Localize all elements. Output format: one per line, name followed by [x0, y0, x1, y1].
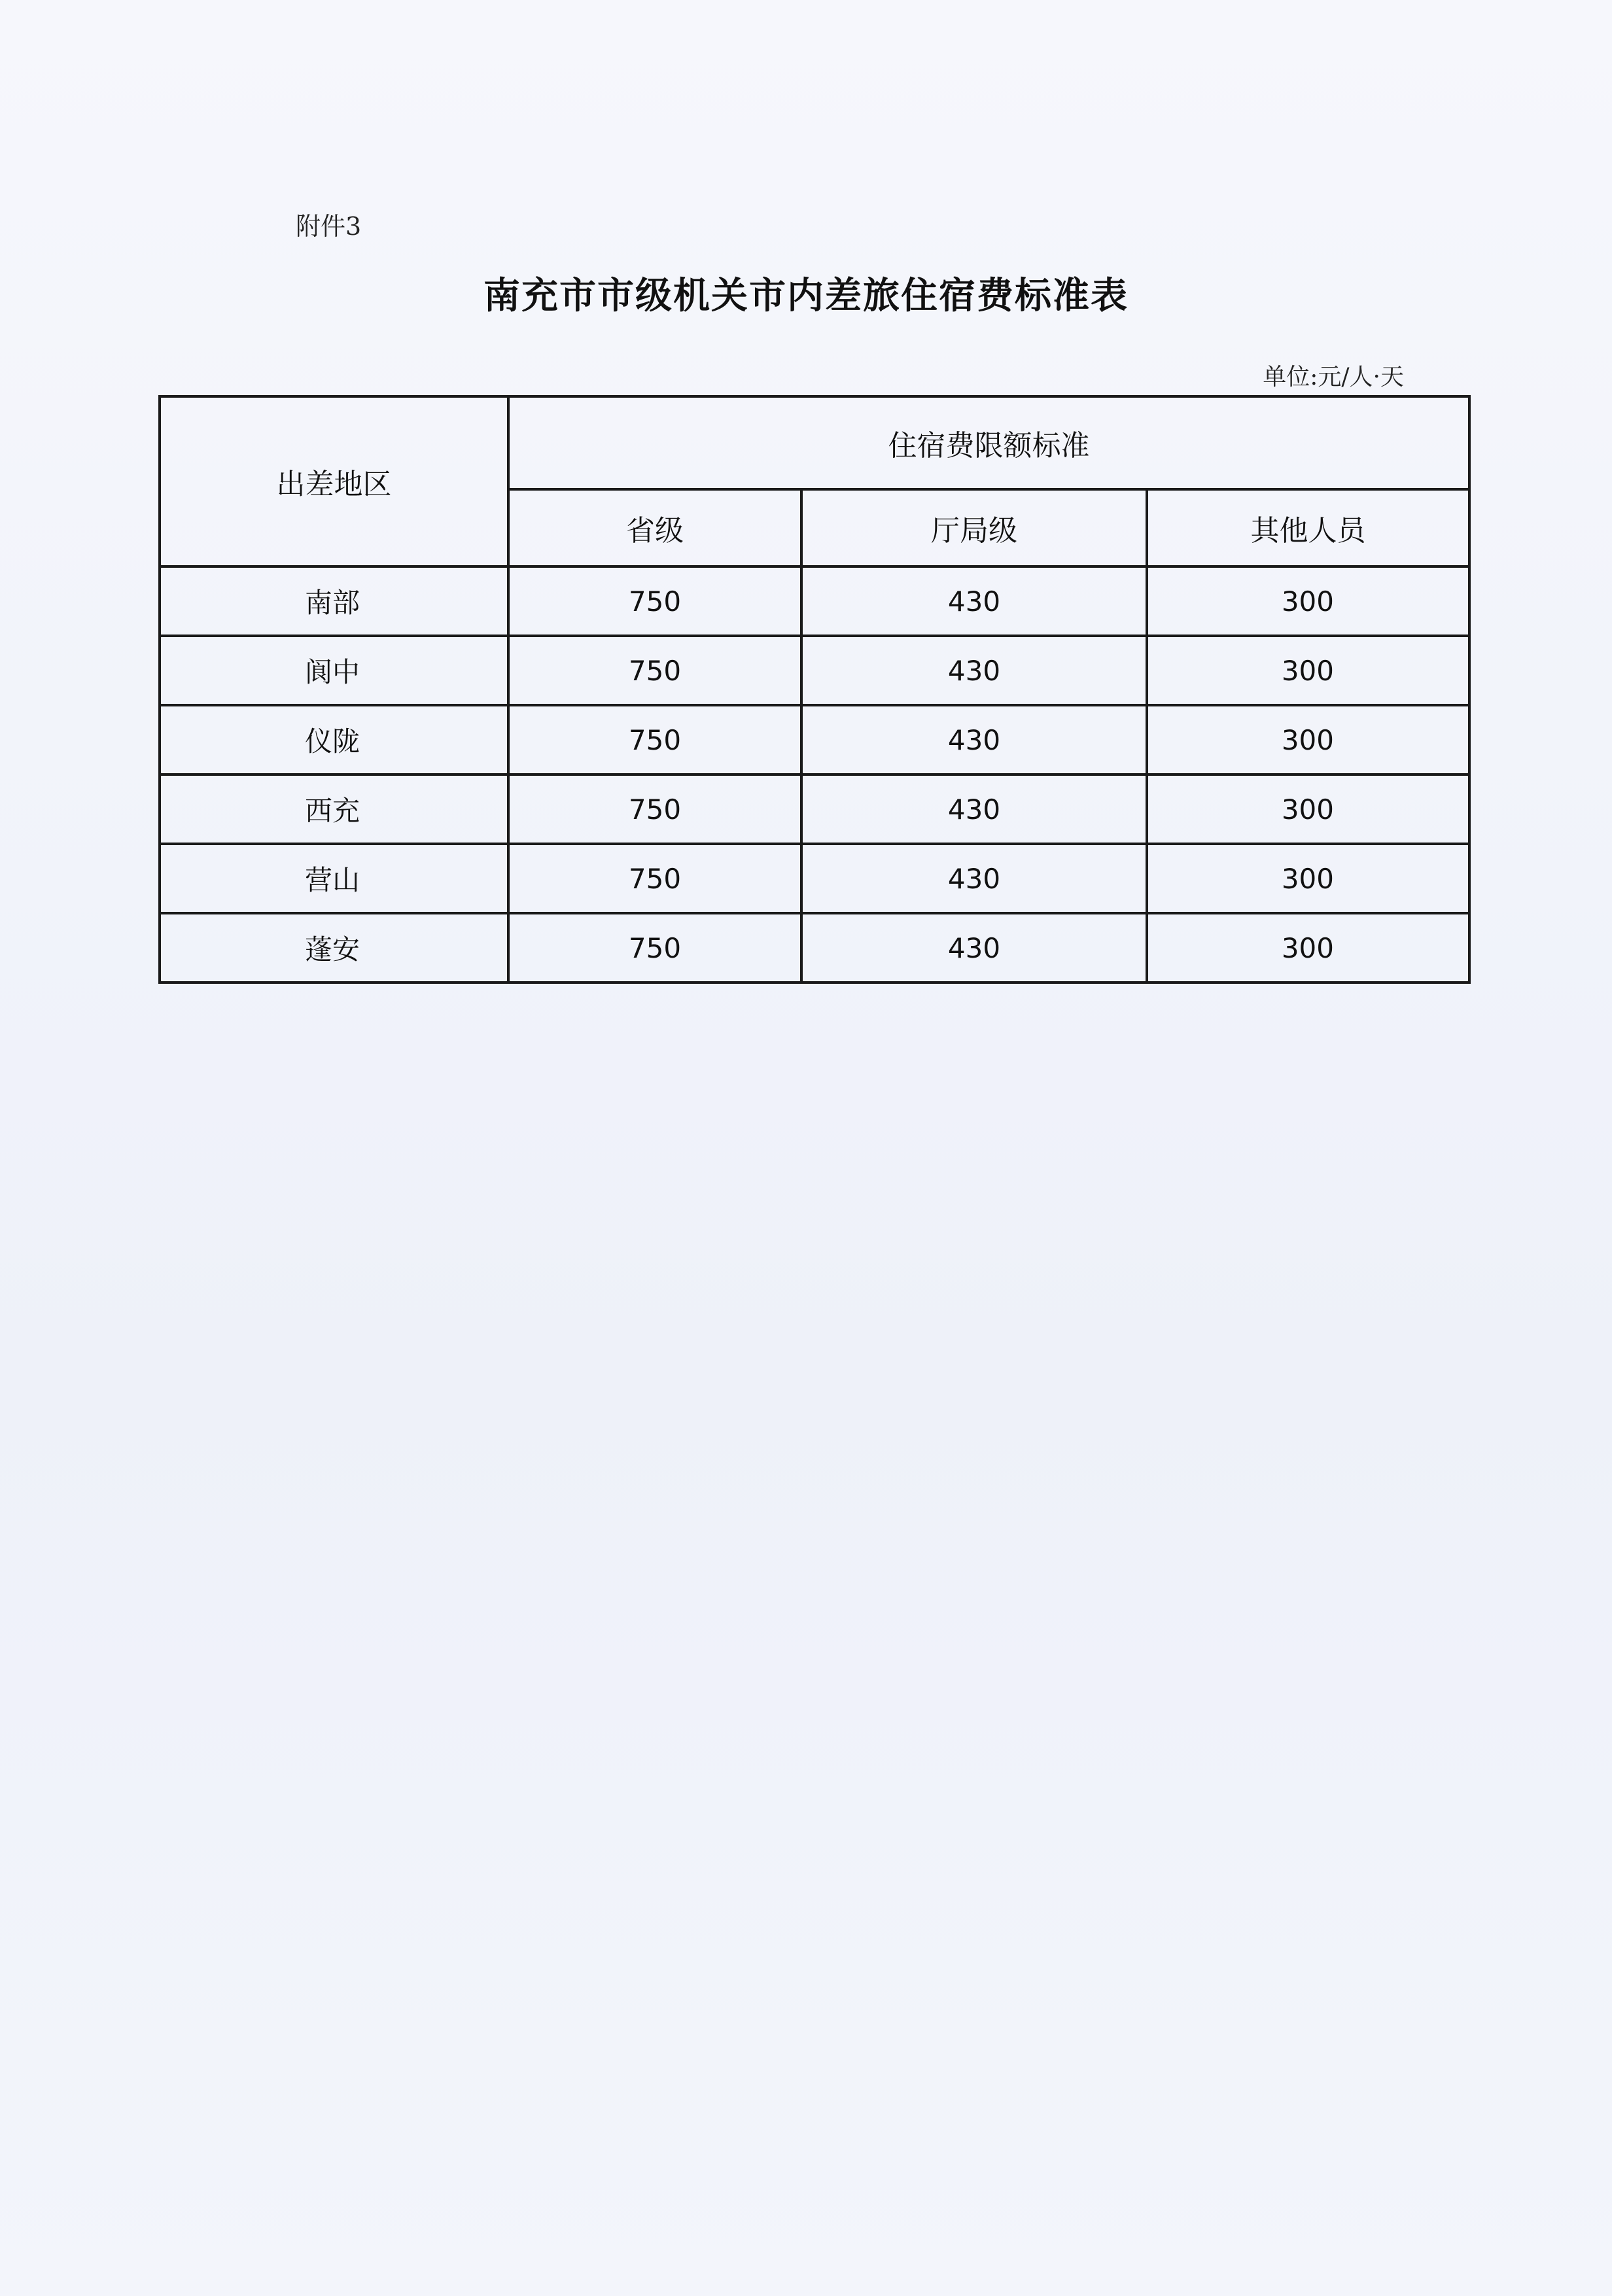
- table-row: [160, 705, 1469, 774]
- region-cell: 蓬安: [160, 913, 508, 983]
- table-row: [160, 844, 1469, 913]
- provincial-value: 750: [508, 636, 801, 705]
- table-row: [160, 636, 1469, 705]
- header-fee-standard: 住宿费限额标准: [508, 396, 1469, 489]
- other-staff-value: 300: [1147, 774, 1469, 844]
- region-cell: 阆中: [160, 636, 508, 705]
- other-staff-value: 300: [1147, 636, 1469, 705]
- bureau-value: 430: [801, 566, 1147, 636]
- other-staff-value: 300: [1147, 913, 1469, 983]
- region-cell: 西充: [160, 774, 508, 844]
- header-provincial: 省级: [508, 489, 801, 566]
- provincial-value: 750: [508, 844, 801, 913]
- header-bureau: 厅局级: [801, 489, 1147, 566]
- bureau-value: 430: [801, 913, 1147, 983]
- other-staff-value: 300: [1147, 844, 1469, 913]
- annex-label: 附件3: [296, 212, 362, 241]
- other-staff-value: 300: [1147, 705, 1469, 774]
- header-region: 出差地区: [160, 396, 508, 566]
- bureau-value: 430: [801, 705, 1147, 774]
- other-staff-value: 300: [1147, 566, 1469, 636]
- table-row: [160, 774, 1469, 844]
- region-cell: 南部: [160, 566, 508, 636]
- bureau-value: 430: [801, 774, 1147, 844]
- header-other-staff: 其他人员: [1147, 489, 1469, 566]
- region-cell: 营山: [160, 844, 508, 913]
- bureau-value: 430: [801, 636, 1147, 705]
- provincial-value: 750: [508, 774, 801, 844]
- document-title: 南充市市级机关市内差旅住宿费标准表: [483, 274, 1129, 317]
- unit-label: 单位:元/人·天: [1263, 364, 1404, 391]
- provincial-value: 750: [508, 705, 801, 774]
- region-cell: 仪陇: [160, 705, 508, 774]
- provincial-value: 750: [508, 913, 801, 983]
- table-row: [160, 566, 1469, 636]
- table-row: [160, 913, 1469, 983]
- lodging-fee-table: [158, 395, 1471, 984]
- bureau-value: 430: [801, 844, 1147, 913]
- provincial-value: 750: [508, 566, 801, 636]
